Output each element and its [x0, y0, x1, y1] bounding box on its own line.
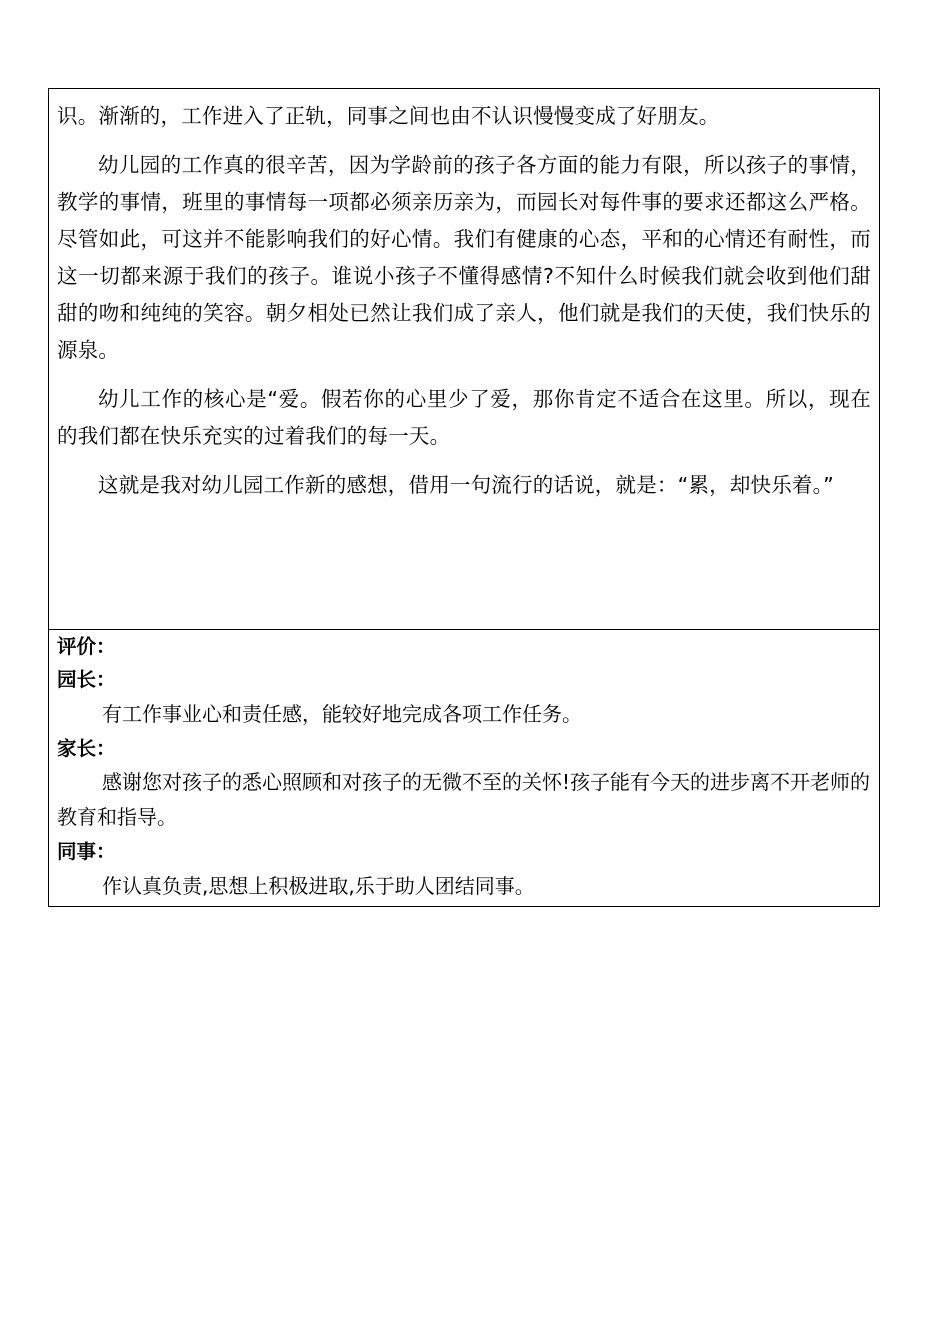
evaluation-title: 评价： — [57, 635, 116, 658]
essay-paragraph-3: 幼儿工作的核心是“爱。假若你的心里少了爱，那你肯定不适合在这里。所以，现在的我们都在快乐充实的过着我们的每一天。 — [57, 387, 871, 448]
document-table — [48, 88, 880, 907]
essay-cell — [49, 89, 879, 630]
essay-paragraph-1: 识。渐渐的，工作进入了正轨，同事之间也由不认识慢慢变成了好朋友。 — [57, 104, 720, 128]
parent-comment: 感谢您对孩子的悉心照顾和对孩子的无微不至的关怀!孩子能有今天的进步离不开老师的教育和指导。 — [57, 770, 871, 829]
colleague-label: 同事： — [57, 840, 116, 863]
colleague-comment: 作认真负责,思想上积极进取,乐于助人团结同事。 — [102, 874, 535, 898]
essay-paragraph-2: 幼儿园的工作真的很辛苦，因为学龄前的孩子各方面的能力有限，所以孩子的事情，教学的事情，班里的事情每一项都必须亲历亲为，而园长对每件事的要求还都这么严格。尽管如此，可这并不能影响我们的好心情。我们有健康的心态，平和的心情还有耐性，而这一切都来源于我们的孩子。谁说小孩子不懂得感情?不知什么时候我们就会收到他们甜甜的吻和纯纯的笑容。朝夕相处已然让我们成了亲人，他们就是我们的天使，我们快乐的源泉。 — [57, 153, 871, 362]
evaluation-cell — [49, 630, 879, 906]
principal-label: 园长： — [57, 668, 116, 691]
principal-comment: 有工作事业心和责任感，能较好地完成各项工作任务。 — [102, 702, 582, 726]
essay-paragraph-4: 这就是我对幼儿园工作新的感想，借用一句流行的话说，就是：“累，却快乐着。” — [98, 473, 834, 497]
parent-label: 家长： — [57, 737, 116, 760]
